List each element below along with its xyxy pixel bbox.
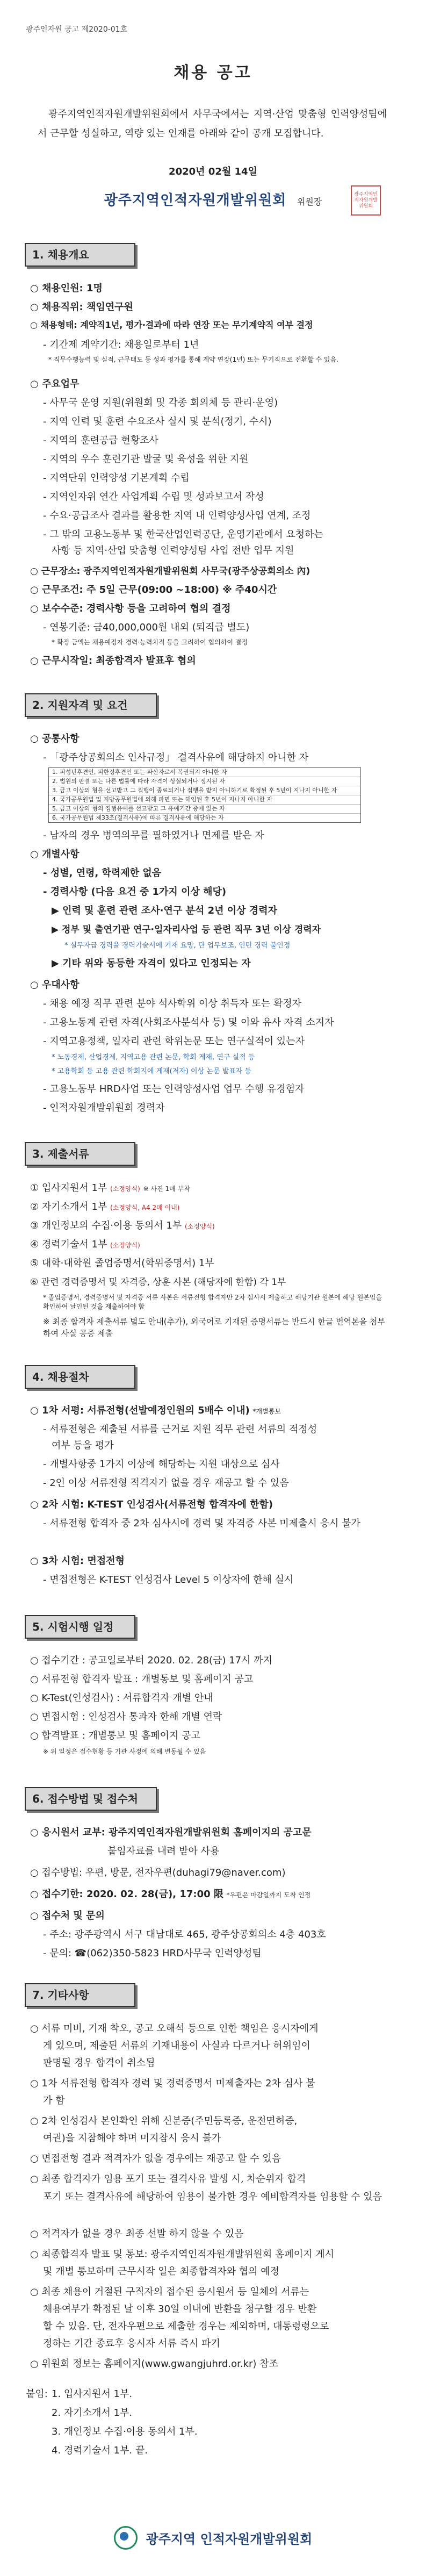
- s2-line: - 남자의 경우 병역의무를 필하였거나 면제를 받은 자: [43, 830, 264, 841]
- seal-text: 광주지역인적자원개발위원회: [354, 191, 378, 209]
- s2-line: - 「광주상공회의소 인사규정」 결격사유에 해당하지 아니한 자: [43, 752, 309, 763]
- s7-line: ○ 2차 인성검사 본인확인 위해 신분증(주민등록증, 운전면허증,: [30, 2115, 298, 2127]
- s2-line: - 채용 예정 직무 관련 분야 석사학위 이상 취득자 또는 확정자: [43, 998, 302, 1009]
- s2-line: - 경력사항 (다음 요건 중 1가지 이상 해당): [43, 886, 227, 898]
- disqualification-box: [48, 767, 361, 823]
- s7-line: ○ 최종합격자 발표 및 통보: 광주지역인적자원개발위원회 홈페이지 게시: [30, 2249, 335, 2260]
- section-heading-procedure: 4. 채용절차: [25, 1365, 135, 1389]
- s1-line: - 지역의 훈련공급 현황조사: [43, 435, 158, 446]
- s1-line: ○ 주요업무: [30, 378, 80, 390]
- doc-note: (소정양식): [184, 1223, 215, 1230]
- s7-line: ○ 면접전형 결과 적격자가 없을 경우에는 재공고 할 수 있음: [30, 2153, 281, 2164]
- s4-line: - 면접전형은 K-TEST 인성검사 Level 5 이상자에 한해 실시: [43, 1574, 294, 1585]
- notice-date: 2020년 02월 14일: [169, 166, 257, 177]
- s4-line: ○ 3차 시험: 면접전형: [30, 1555, 125, 1567]
- s2-line: * 노동경제, 산업경제, 지역고용 관련 논문, 학회 게재, 연구 실적 등: [52, 1053, 255, 1061]
- s7-line: ○ 최종 채용이 거절된 구직자의 접수된 응시원서 등 일체의 서류는: [30, 2286, 309, 2298]
- s5-line: ※ 위 일정은 접수현황 등 기관 사정에 의해 변동될 수 있음: [43, 1748, 206, 1755]
- s7-line: ○ 1차 서류전형 합격자 경력 및 경력증명서 미제출자는 2차 심사 불: [30, 2078, 315, 2089]
- s7-line: 채용여부가 확정된 날 이후 30일 이내에 반환을 청구할 경우 반환: [43, 2304, 317, 2315]
- s2-line: ▶ 인력 및 훈련 관련 조사·연구 분석 2년 이상 경력자: [52, 905, 277, 916]
- s4-line: [30, 1403, 281, 1417]
- s6-line: - 주소: 광주광역시 서구 대남대로 465, 광주상공회의소 4층 403호: [43, 1929, 326, 1940]
- s1-line: ○ 보수수준: 경력사항 등을 고려하여 협의 결정: [30, 603, 231, 614]
- issuer-name: 광주지역인적자원개발위원회: [104, 192, 287, 209]
- s1-line: - 기간제 계약기간: 채용일로부터 1년: [43, 339, 199, 350]
- issuer-title: 위원장: [297, 197, 322, 207]
- s7-line: ○ 위원회 정보는 홈페이지(www.gwangjuhrd.or.kr) 참조: [30, 2358, 278, 2370]
- page-title: 채용 공고: [174, 63, 252, 82]
- step-note: *개별통보: [252, 1408, 281, 1415]
- doc-item: ① 입사지원서 1부: [30, 1182, 107, 1194]
- doc-item: ④ 경력기술서 1부: [30, 1239, 107, 1250]
- s1-line: ○ 채용인원: 1명: [30, 283, 103, 294]
- s1-line: ○ 채용직위: 책임연구원: [30, 302, 133, 313]
- official-seal: [351, 185, 381, 216]
- doc-note: (소정양식): [110, 1185, 140, 1193]
- section-heading-application: 6. 접수방법 및 접수처: [25, 1787, 157, 1811]
- s2-line: ○ 우대사항: [30, 979, 80, 991]
- box-item: 3. 금고 이상의 형을 선고받고 그 집행이 종료되거나 집행을 받지 아니하기로 확정된 후 5년이 지나지 아니한 자: [49, 786, 360, 795]
- s1-line: - 사무국 운영 지원(위원회 및 각종 회의체 등 관리·운영): [43, 397, 278, 408]
- box-item: 5. 금고 이상의 형의 집행유예를 선고받고 그 유예기간 중에 있는 자: [49, 805, 360, 814]
- notice-number: 광주인자원 공고 제2020-01호: [26, 25, 128, 34]
- box-item: 2. 법원의 판결 또는 다른 법률에 따라 자격이 상실되거나 정지된 자: [49, 777, 360, 786]
- s3-line: [30, 1180, 190, 1194]
- s7-line: ○ 최종 합격자가 임용 포기 또는 결격사유 발생 시, 차순위자 합격: [30, 2173, 306, 2185]
- attachments-label: 붙임:: [26, 2388, 48, 2400]
- s7-line: 게 있으며, 제출된 서류의 기재내용이 사실과 다르거나 허위임이: [43, 2040, 311, 2051]
- attachment-item: 1. 입사지원서 1부.: [52, 2388, 133, 2400]
- s2-line: ○ 공통사항: [30, 733, 80, 744]
- deadline-text: ○ 접수기한: 2020. 02. 28(금), 17:00 限: [30, 1889, 223, 1900]
- s4-line: 여부 등을 평가: [52, 1440, 114, 1451]
- footer-logo: [0, 2526, 426, 2550]
- s5-line: ○ 서류전형 합격자 발표 : 개별통보 및 홈페이지 공고: [30, 1674, 254, 1685]
- s2-line: - 인적자원개발위원회 경력자: [43, 1102, 165, 1114]
- s4-line: ○ 2차 시험: K-TEST 인성검사(서류전형 합격자에 한함): [30, 1499, 273, 1510]
- s7-line: 판명될 경우 합격이 취소됨: [43, 2057, 155, 2069]
- s7-line: 및 개별 통보하며 근무시작 일은 최종합격자와 협의 예정: [43, 2266, 279, 2277]
- s5-line: ○ 접수기간 : 공고일로부터 2020. 02. 28(금) 17시 까지: [30, 1655, 272, 1666]
- s7-line: 포기 또는 결격사유에 해당하여 임용이 불가한 경우 예비합격자를 임용할 수 있음: [43, 2191, 382, 2202]
- s2-line: - 성별, 연령, 학력제한 없음: [43, 867, 162, 879]
- doc-item: ② 자기소개서 1부: [30, 1201, 107, 1212]
- s3-line: ※ 최종 합격자 제출서류 별도 안내(추가), 외국어로 기재된 증명서류는 반드시 한글 번역본을 첨부하여 사실 공증 제출: [43, 1317, 385, 1338]
- s3-line: [30, 1199, 179, 1213]
- s4-line: - 2인 이상 서류전형 적격자가 없을 경우 재공고 할 수 있음: [43, 1477, 289, 1489]
- s4-line: - 개별사항중 1가지 이상에 해당하는 지원 대상으로 심사: [43, 1459, 280, 1470]
- attachment-item: 2. 자기소개서 1부.: [52, 2407, 133, 2419]
- s1-line: ○ 근무조건: 주 5일 근무(09:00 ~18:00) ※ 주40시간: [30, 584, 277, 595]
- s2-line: ○ 개별사항: [30, 849, 80, 860]
- s1-line: - 지역의 우수 훈련기관 발굴 및 육성을 위한 지원: [43, 454, 249, 465]
- s5-line: ○ 합격발표 : 개별통보 및 홈페이지 공고: [30, 1730, 200, 1741]
- s3-line: ⑤ 대학·대학원 졸업증명서(학위증명서) 1부: [30, 1258, 214, 1269]
- attachment-item: 3. 개인정보 수집·이용 동의서 1부.: [52, 2426, 198, 2437]
- s2-line: - 지역고용정책, 일자리 관련 학위논문 또는 연구실적이 있는자: [43, 1036, 305, 1047]
- s1-line: 사항 등 지역·산업 맞춤형 인력양성팀 사업 전반 업무 지원: [52, 545, 294, 556]
- s6-line: ○ 응시원서 교부: 광주지역인적자원개발위원회 홈페이지의 공고문: [30, 1827, 312, 1838]
- s2-line: ▶ 정부 및 출연기관 연구·일자리사업 등 관련 직무 3년 이상 경력자: [52, 924, 321, 935]
- attachment-item: 4. 경력기술서 1부. 끝.: [52, 2445, 148, 2456]
- s3-line: * 졸업증명서, 경력증명서 및 자격증 서류 사본은 서류전형 합격자만 2차 심사시 제출하고 해당기관 원본에 해당 원본임을 확인하여 날인된 것을 제출하여야 함: [43, 1294, 382, 1310]
- deadline-note: *우편은 마감일까지 도착 인정: [226, 1891, 311, 1899]
- doc-note: (소정양식): [110, 1242, 140, 1249]
- s1-line: ○ 채용형태: 계약직1년, 평가·결과에 따라 연장 또는 무기계약직 여부 결정: [30, 320, 313, 330]
- s7-line: 가 함: [43, 2095, 65, 2106]
- s6-line: 붙임자료를 내려 받아 사용: [107, 1846, 220, 1857]
- s6-line: ○ 접수방법: 우편, 방문, 전자우편(duhagi79@naver.com): [30, 1867, 286, 1878]
- s1-line: - 지역단위 인력양성 기본계획 수립: [43, 472, 190, 484]
- s1-line: - 연봉기준: 금40,000,000원 내외 (퇴직급 별도): [43, 622, 250, 633]
- s2-line: - 고용노동부 HRD사업 또는 인력양성사업 업무 수행 유경험자: [43, 1084, 305, 1095]
- box-item: 6. 국가공무원법 제33조(결격사유)에 따른 결격사유에 해당하는 자: [52, 814, 224, 821]
- s7-line: ○ 적격자가 없을 경우 최종 선발 하지 않을 수 있음: [30, 2228, 244, 2240]
- s1-line: ○ 근무시작일: 최종합격자 발표후 협의: [30, 655, 196, 666]
- doc-item: ③ 개인정보의 수집·이용 동의서 1부: [30, 1220, 182, 1231]
- s2-line: - 고용노동계 관련 자격(사회조사분석사 등) 및 이와 유사 자격 소지자: [43, 1017, 334, 1028]
- s2-line: ▶ 기타 위와 동등한 자격이 있다고 인정되는 자: [52, 958, 251, 969]
- doc-note: (소정양식, A4 2매 이내): [110, 1204, 180, 1211]
- s6-line: [30, 1886, 311, 1900]
- box-item: 4. 국가공무원법 및 지방공무원법에 의해 파면 또는 해임된 후 5년이 지나지 아니한 자: [49, 795, 360, 805]
- s5-line: ○ K-Test(인성검사) : 서류합격자 개별 안내: [30, 1692, 213, 1704]
- s6-line: ○ 접수처 및 문의: [30, 1910, 105, 1921]
- section-heading-qualifications: 2. 지원자격 및 요건: [25, 693, 157, 717]
- s3-line: [30, 1237, 140, 1251]
- s1-line: - 지역 인력 및 훈련 수요조사 실시 및 분석(정기, 수시): [43, 416, 272, 427]
- org-logo-icon: [114, 2526, 138, 2550]
- s7-line: 할 수 있음. 단, 전자우편으로 제출한 경우는 제외하며, 대통령령으로: [43, 2321, 329, 2332]
- s6-line: - 문의: ☎(062)350-5823 HRD사무국 인력양성팀: [43, 1948, 262, 1959]
- intro-paragraph: 광주지역인적자원개발위원회에서 사무국에서는 지역·산업 맞춤형 인력양성팀에서 근무할 성실하고, 역량 있는 인재를 아래와 같이 공개 모집합니다.: [38, 109, 387, 139]
- s2-line: * 실무자급 경력을 경력기술서에 기재 요망, 단 업무보조, 인턴 경력 불인정: [64, 942, 291, 950]
- s1-line: - 수요·공급조사 결과를 활용한 지역 내 인력양성사업 연계, 조정: [43, 510, 311, 521]
- s7-line: ○ 서류 미비, 기재 착오, 공고 오해석 등으로 인한 책임은 응시자에게: [30, 2023, 319, 2034]
- section-heading-documents: 3. 제출서류: [25, 1142, 135, 1166]
- s2-line: * 고용학회 등 고용 관련 학회지에 게재(저자) 이상 논문 발표자 등: [52, 1067, 251, 1075]
- s1-line: * 확정 금액는 채용예정자 경력·능력치적 등을 고려하여 협의하여 결정: [52, 638, 248, 646]
- footer-org-name: 광주지역 인적자원개발위원회: [146, 2531, 313, 2547]
- box-item: 1. 피성년후견인, 피한정후견인 또는 파산자로서 복권되지 아니한 자: [49, 768, 360, 777]
- s1-line: - 지역인자위 연간 사업계획 수립 및 성과보고서 작성: [43, 491, 264, 503]
- section-heading-misc: 7. 기타사항: [25, 1983, 135, 2007]
- s7-line: 정하는 기간 종료후 응시자 서류 즉시 파기: [43, 2338, 220, 2349]
- step-item: ○ 1차 서평: 서류전형(선발예정인원의 5배수 이내): [30, 1405, 250, 1416]
- section-heading-overview: 1. 채용개요: [25, 243, 135, 267]
- s7-line: 여권)을 지참해야 하며 미지참시 응시 불가: [43, 2133, 221, 2144]
- s1-line: ○ 근무장소: 광주지역인적자원개발위원회 사무국(광주상공회의소 內): [30, 566, 311, 577]
- s5-line: ○ 면접시험 : 인성검사 통과자 한해 개별 연락: [30, 1711, 222, 1723]
- s1-line: - 그 밖의 고용노동부 및 한국산업인력공단, 운영기관에서 요청하는: [43, 529, 323, 540]
- section-heading-schedule: 5. 시험시행 일정: [25, 1615, 135, 1639]
- s1-line: * 직무수행능력 및 실적, 근무태도 등 성과 평가를 통해 계약 연장(1년) 또는 무기직으로 전환할 수 있음.: [48, 356, 338, 363]
- doc-note: ※ 사진 1매 부착: [143, 1185, 190, 1193]
- s4-line: - 서류전형은 제출된 서류를 근거로 지원 직무 관련 서류의 적정성: [43, 1424, 317, 1435]
- s3-line: ⑥ 관련 경력증명서 및 자격증, 상훈 사본 (해당자에 한함) 각 1부: [30, 1277, 286, 1288]
- s3-line: [30, 1218, 215, 1232]
- s4-line: - 서류전형 합격자 중 2차 심사시에 경력 및 자격증 사본 미제출시 응시 불가: [43, 1518, 360, 1529]
